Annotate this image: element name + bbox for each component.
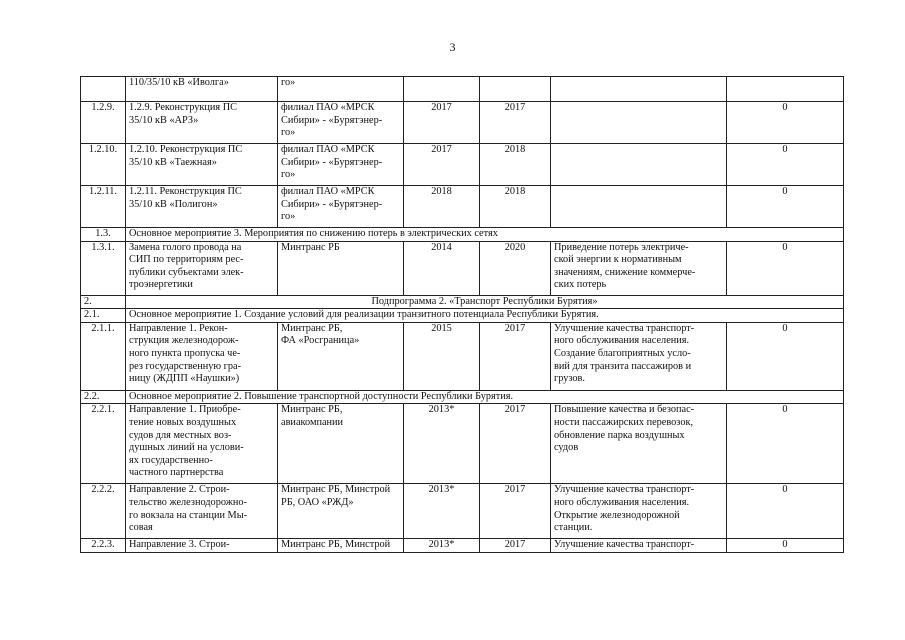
start-year: 2014: [404, 241, 480, 295]
row-number: [81, 77, 126, 102]
section-row: [81, 390, 844, 404]
indicator-value: 0: [727, 144, 844, 186]
expected-result: [551, 186, 727, 228]
end-year: 2017: [480, 539, 551, 553]
indicator-value: 0: [727, 539, 844, 553]
executor: Минтранс РБ: [278, 241, 404, 295]
table-row: [81, 322, 844, 390]
table-row: [81, 186, 844, 228]
section-title: Основное мероприятие 1. Создание условий для реализации транзитного потенциала Республики Бурятия.: [126, 309, 844, 323]
indicator-value: 0: [727, 186, 844, 228]
row-number: 1.2.10.: [81, 144, 126, 186]
expected-result: Улучшение качества транспорт-: [551, 539, 727, 553]
end-year: 2017: [480, 484, 551, 539]
executor: Минтранс РБ, ФА «Росграница»: [278, 322, 404, 390]
row-number: 1.2.9.: [81, 102, 126, 144]
indicator-value: [727, 77, 844, 102]
measure-name: 1.2.10. Реконструкция ПС 35/10 кВ «Таежная»: [126, 144, 278, 186]
table-row: [81, 484, 844, 539]
section-number: 2.: [81, 295, 126, 309]
start-year: 2013*: [404, 404, 480, 484]
indicator-value: 0: [727, 102, 844, 144]
start-year: 2013*: [404, 539, 480, 553]
expected-result: Улучшение качества транспорт- ного обслуживания населения. Открытие железнодорожной станции.: [551, 484, 727, 539]
table-row: [81, 144, 844, 186]
section-row: [81, 309, 844, 323]
measure-name: Направление 3. Строи-: [126, 539, 278, 553]
expected-result: Повышение качества и безопас- ности пассажирских перевозок, обновление парка воздушных судов: [551, 404, 727, 484]
executor: го»: [278, 77, 404, 102]
table-row: [81, 241, 844, 295]
section-number: 2.1.: [81, 309, 126, 323]
measure-name: 1.2.11. Реконструкция ПС 35/10 кВ «Полигон»: [126, 186, 278, 228]
indicator-value: 0: [727, 322, 844, 390]
row-number: 2.1.1.: [81, 322, 126, 390]
expected-result: [551, 144, 727, 186]
end-year: 2018: [480, 186, 551, 228]
expected-result: Приведение потерь электриче- ской энергии к нормативным значениям, снижение коммерче- ских потерь: [551, 241, 727, 295]
row-number: 2.2.2.: [81, 484, 126, 539]
measure-name: Замена голого провода на СИП по территориям рес- публики субъектами элек- троэнергетики: [126, 241, 278, 295]
page-number: 3: [449, 40, 456, 54]
row-number: 1.2.11.: [81, 186, 126, 228]
row-number: 2.2.1.: [81, 404, 126, 484]
table-row: [81, 102, 844, 144]
end-year: 2017: [480, 404, 551, 484]
measure-name: Направление 1. Рекон- струкция железнодорож- ного пункта пропуска че- рез государственную гра- ницу (ЖДПП «Наушки»): [126, 322, 278, 390]
start-year: 2013*: [404, 484, 480, 539]
indicator-value: 0: [727, 484, 844, 539]
start-year: 2018: [404, 186, 480, 228]
measure-name: Направление 2. Строи- тельство железнодорожно- го вокзала на станции Мы- совая: [126, 484, 278, 539]
table-row: [81, 539, 844, 553]
end-year: 2018: [480, 144, 551, 186]
executor: филиал ПАО «МРСК Сибири» - «Бурятэнер- го»: [278, 102, 404, 144]
section-title: Подпрограмма 2. «Транспорт Республики Бурятия»: [126, 295, 844, 309]
row-number: 1.3.1.: [81, 241, 126, 295]
indicator-value: 0: [727, 241, 844, 295]
expected-result: Улучшение качества транспорт- ного обслуживания населения. Создание благоприятных усло- вий для транзита пассажиров и грузов.: [551, 322, 727, 390]
start-year: [404, 77, 480, 102]
section-title: Основное мероприятие 2. Повышение транспортной доступности Республики Бурятия.: [126, 390, 844, 404]
section-number: 1.3.: [81, 228, 126, 242]
table-row: [81, 77, 844, 102]
program-table: [80, 76, 844, 553]
indicator-value: 0: [727, 404, 844, 484]
section-number: 2.2.: [81, 390, 126, 404]
end-year: 2017: [480, 322, 551, 390]
start-year: 2017: [404, 144, 480, 186]
executor: филиал ПАО «МРСК Сибири» - «Бурятэнер- го»: [278, 144, 404, 186]
expected-result: [551, 102, 727, 144]
expected-result: [551, 77, 727, 102]
start-year: 2017: [404, 102, 480, 144]
section-title: Основное мероприятие 3. Мероприятия по снижению потерь в электрических сетях: [126, 228, 844, 242]
row-number: 2.2.3.: [81, 539, 126, 553]
end-year: [480, 77, 551, 102]
section-row: [81, 228, 844, 242]
executor: Минтранс РБ, Минстрой: [278, 539, 404, 553]
end-year: 2020: [480, 241, 551, 295]
executor: филиал ПАО «МРСК Сибири» - «Бурятэнер- го»: [278, 186, 404, 228]
measure-name: Направление 1. Приобре- тение новых воздушных судов для местных воз- душных линий на услови- ях государственно- частного партнерства: [126, 404, 278, 484]
section-row: [81, 295, 844, 309]
executor: Минтранс РБ, авиакомпании: [278, 404, 404, 484]
end-year: 2017: [480, 102, 551, 144]
start-year: 2015: [404, 322, 480, 390]
measure-name: 110/35/10 кВ «Иволга»: [126, 77, 278, 102]
table-row: [81, 404, 844, 484]
executor: Минтранс РБ, Минстрой РБ, ОАО «РЖД»: [278, 484, 404, 539]
measure-name: 1.2.9. Реконструкция ПС 35/10 кВ «АРЗ»: [126, 102, 278, 144]
